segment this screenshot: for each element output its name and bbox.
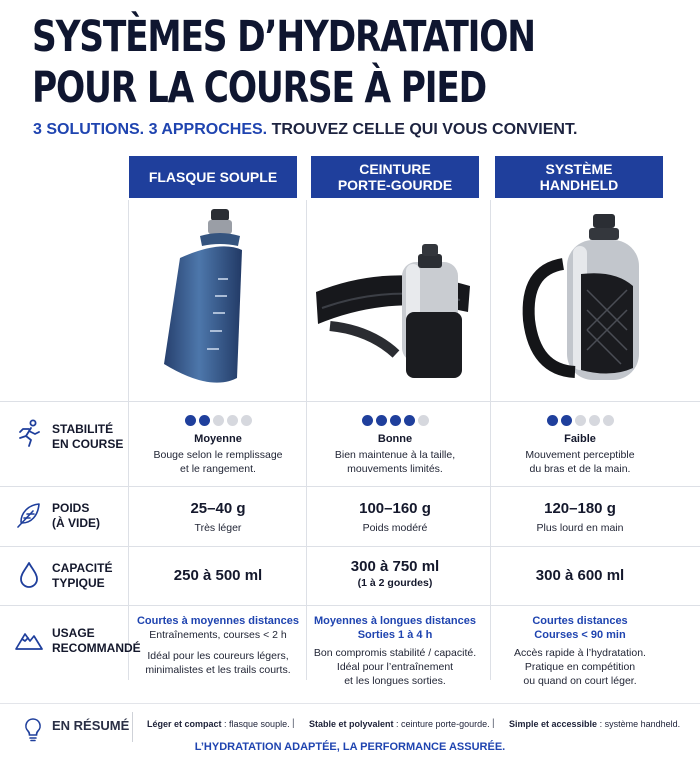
usage-description: Bon compromis stabilité / capacité. Idéal pour l’entraînement et les longues sorties.: [313, 647, 477, 687]
rating-dot-filled: [561, 415, 572, 426]
summary-item-bold: Léger et compact: [147, 719, 222, 729]
summary-item-bold: Stable et polyvalent: [309, 719, 394, 729]
row-divider: [0, 605, 700, 606]
summary-tagline: L’HYDRATATION ADAPTÉE, LA PERFORMANCE ASSURÉE.: [194, 741, 506, 753]
usage-description: Idéal pour les coureurs légers, minimalistes et les trails courts.: [145, 650, 291, 676]
rating-label: Bonne: [377, 433, 413, 445]
systeme-handheld-image: [515, 200, 645, 400]
subtitle: [33, 121, 577, 139]
summary-item: [509, 719, 680, 729]
feather-icon: [14, 500, 44, 530]
stability-cell-handheld: [492, 415, 668, 476]
lightbulb-icon: [22, 716, 44, 742]
capacity-cell-flasque: [130, 567, 306, 585]
rating-dot-filled: [404, 415, 415, 426]
summary-footer: [0, 703, 700, 769]
weight-note: Plus lourd en main: [536, 522, 624, 534]
rating-dot-empty: [227, 415, 238, 426]
ceinture-porte-gourde-image: [310, 200, 486, 400]
rating-dot-filled: [390, 415, 401, 426]
usage-description: Accès rapide à l’hydratation. Pratique en compétition ou quand on court léger.: [514, 647, 646, 687]
title-line-1: SYSTÈMES D’HYDRATATION: [32, 12, 535, 62]
usage-headline: Moyennes à longues distances Sorties 1 à 4 h: [314, 615, 476, 641]
mountain-icon: [14, 624, 44, 654]
usage-headline: Courtes distances Courses < 90 min: [532, 615, 628, 641]
row-label-weight: POIDS (À VIDE): [52, 501, 100, 530]
rating-dot-empty: [213, 415, 224, 426]
rating-label: Faible: [564, 433, 596, 445]
flasque-souple-image: [140, 200, 300, 400]
summary-item: [147, 719, 290, 729]
row-label-capacity: CAPACITÉ TYPIQUE: [52, 561, 113, 590]
usage-subline: Entraînements, courses < 2 h: [149, 629, 287, 641]
drop-icon: [14, 560, 44, 590]
column-header-handheld: [495, 156, 663, 198]
usage-cell-ceinture: [307, 614, 483, 688]
column-divider: [128, 200, 129, 680]
rating-dot-empty: [241, 415, 252, 426]
summary-item-text: : système handheld.: [597, 719, 681, 729]
capacity-value: 300 à 600 ml: [535, 567, 625, 584]
rating-dot-filled: [199, 415, 210, 426]
capacity-note: (1 à 2 gourdes): [357, 577, 433, 589]
rating-dot-empty: [575, 415, 586, 426]
capacity-value: 300 à 750 ml: [350, 558, 440, 575]
capacity-cell-handheld: [492, 567, 668, 585]
rating-label: Moyenne: [194, 433, 242, 445]
weight-note: Poids modéré: [362, 522, 428, 534]
rating-dots: [307, 415, 483, 426]
summary-separator: |: [492, 718, 495, 729]
usage-cell-flasque: [130, 614, 306, 677]
rating-description: Mouvement perceptible du bras et de la main.: [525, 449, 635, 475]
weight-cell-handheld: [492, 500, 668, 535]
rating-dots: [130, 415, 306, 426]
summary-separator: |: [292, 718, 295, 729]
column-header-ceinture: [311, 156, 479, 198]
column-header-flasque: [129, 156, 297, 198]
stability-cell-flasque: [130, 415, 306, 476]
rating-description: Bien maintenue à la taille, mouvements limités.: [334, 449, 456, 475]
page-title: [32, 12, 552, 114]
subtitle-highlight: 3 SOLUTIONS. 3 APPROCHES.: [33, 121, 268, 138]
weight-cell-ceinture: [307, 500, 483, 535]
summary-item-text: : flasque souple.: [221, 719, 290, 729]
row-label-usage: USAGE RECOMMANDÉ: [52, 626, 141, 655]
title-line-2: POUR LA COURSE À PIED: [32, 63, 486, 113]
column-header-label: FLASQUE SOUPLE: [148, 169, 278, 185]
capacity-cell-ceinture: [307, 558, 483, 590]
rating-dot-filled: [547, 415, 558, 426]
weight-note: Très léger: [194, 522, 242, 534]
weight-value: 25–40 g: [190, 500, 246, 517]
rating-dot-filled: [376, 415, 387, 426]
summary-item-bold: Simple et accessible: [509, 719, 598, 729]
subtitle-rest: TROUVEZ CELLE QUI VOUS CONVIENT.: [271, 121, 578, 138]
weight-value: 100–160 g: [359, 500, 431, 517]
column-header-label: CEINTURE PORTE-GOURDE: [337, 161, 453, 193]
stability-cell-ceinture: [307, 415, 483, 476]
row-divider: [0, 486, 700, 487]
weight-cell-flasque: [130, 500, 306, 535]
summary-item-text: : ceinture porte-gourde.: [393, 719, 490, 729]
rating-dot-empty: [603, 415, 614, 426]
row-divider: [0, 546, 700, 547]
row-label-stability: STABILITÉ EN COURSE: [52, 422, 124, 451]
summary-item: [309, 719, 490, 729]
runner-icon: [14, 418, 44, 448]
column-divider: [490, 200, 491, 680]
weight-value: 120–180 g: [544, 500, 616, 517]
rating-dot-filled: [362, 415, 373, 426]
rating-dot-empty: [418, 415, 429, 426]
rating-dots: [492, 415, 668, 426]
row-divider: [0, 401, 700, 402]
capacity-value: 250 à 500 ml: [173, 567, 263, 584]
column-header-label: SYSTÈME HANDHELD: [539, 161, 619, 193]
summary-divider: [132, 712, 133, 742]
usage-headline: Courtes à moyennes distances: [136, 615, 299, 627]
rating-dot-empty: [589, 415, 600, 426]
rating-dot-filled: [185, 415, 196, 426]
summary-label: EN RÉSUMÉ: [52, 718, 130, 733]
usage-cell-handheld: [492, 614, 668, 688]
rating-description: Bouge selon le remplissage et le rangement.: [153, 449, 283, 475]
